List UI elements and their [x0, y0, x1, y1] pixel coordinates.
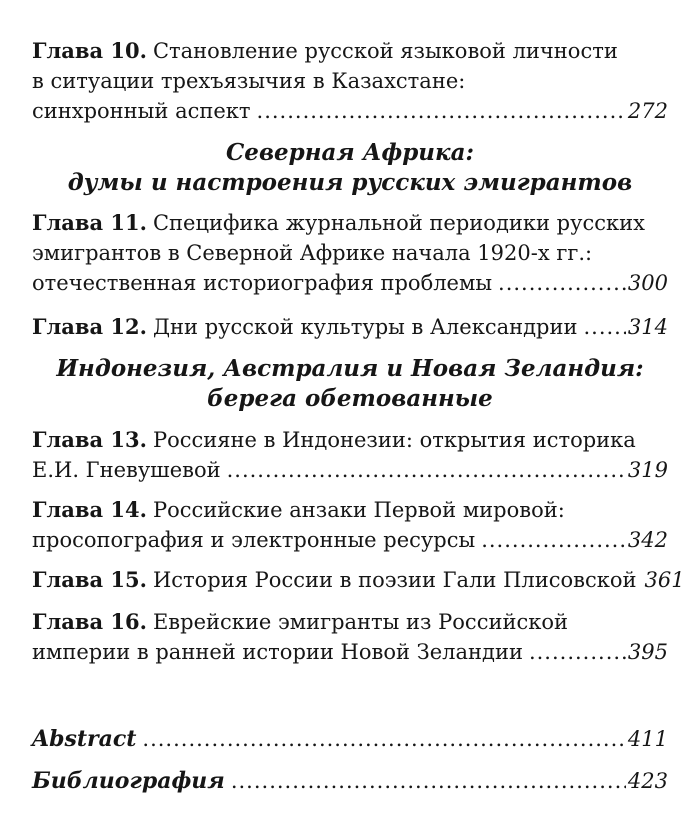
- toc-entry-line: [32, 312, 668, 342]
- chapter-title-line: империи в ранней истории Новой Зеландии: [32, 640, 523, 664]
- chapter-title-line: Еврейские эмигранты из Российской: [152, 610, 568, 634]
- page-number: 361: [644, 568, 685, 592]
- toc-entry-line: [32, 268, 668, 298]
- section-heading-line: думы и настроения русских эмигрантов: [67, 169, 633, 196]
- toc-entry-chapter-10[interactable]: [32, 36, 668, 126]
- page-number: 411: [627, 727, 668, 751]
- toc-entry-line: [32, 208, 668, 238]
- section-heading-line: Индонезия, Австралия и Новая Зеландия:: [56, 355, 644, 382]
- toc-entry-line: [32, 525, 668, 555]
- toc-entry-chapter-13[interactable]: [32, 425, 668, 485]
- dot-leader: [231, 766, 626, 796]
- chapter-label: Глава 14.: [32, 497, 147, 522]
- toc-entry-line: [32, 455, 668, 485]
- chapter-title-line: эмигрантов в Северной Африке начала 1920-х гг.:: [32, 241, 593, 265]
- chapter-label: Глава 13.: [32, 427, 147, 452]
- chapter-label: Глава 16.: [32, 609, 147, 634]
- toc-entry-line: [32, 637, 668, 667]
- dot-leader: [583, 312, 625, 342]
- toc-entry-line: [32, 565, 685, 595]
- toc-entry-line: [32, 607, 668, 637]
- chapter-title-line: Россияне в Индонезии: открытия историка: [152, 428, 636, 452]
- back-matter-title: Abstract: [32, 726, 137, 752]
- chapter-title-line: Дни русской культуры в Александрии: [152, 315, 578, 339]
- chapter-title-line: Е.И. Гневушевой: [32, 458, 221, 482]
- dot-leader: [142, 724, 626, 754]
- section-heading-line: берега обетованные: [207, 385, 493, 412]
- page-number: 272: [627, 99, 668, 123]
- toc-entry-line: [32, 425, 668, 455]
- dot-leader: [257, 96, 626, 126]
- chapter-title-line: История России в поэзии Гали Плисовской: [152, 568, 637, 592]
- chapter-title-line: просопография и электронные ресурсы: [32, 528, 476, 552]
- toc-entry-line: [32, 36, 668, 66]
- chapter-title-line: синхронный аспект: [32, 99, 251, 123]
- chapter-label: Глава 10.: [32, 38, 147, 63]
- back-matter-title: Библиография: [32, 768, 225, 794]
- section-heading-indonesia-australia-nz: [0, 354, 700, 414]
- chapter-title-line: Становление русской языковой личности: [152, 39, 618, 63]
- page-number: 423: [627, 769, 668, 793]
- toc-entry-abstract[interactable]: [32, 724, 668, 754]
- dot-leader: [529, 637, 626, 667]
- page-number: 395: [627, 640, 668, 664]
- section-heading-north-africa: [0, 138, 700, 198]
- page-number: 319: [627, 458, 668, 482]
- chapter-label: Глава 15.: [32, 567, 147, 592]
- dot-leader: [498, 268, 626, 298]
- toc-entry-line: [32, 495, 668, 525]
- chapter-title-line: в ситуации трехъязычия в Казахстане:: [32, 69, 466, 93]
- toc-entry-line: [32, 66, 668, 96]
- page-number: 342: [627, 528, 668, 552]
- toc-entry-line: [32, 724, 668, 754]
- toc-entry-chapter-15[interactable]: [32, 565, 685, 595]
- dot-leader: [227, 455, 626, 485]
- section-heading-line: Северная Африка:: [226, 139, 474, 166]
- page-number: 300: [627, 271, 668, 295]
- chapter-label: Глава 11.: [32, 210, 147, 235]
- toc-entry-chapter-11[interactable]: [32, 208, 668, 298]
- toc-entry-line: [32, 96, 668, 126]
- chapter-label: Глава 12.: [32, 314, 147, 339]
- chapter-title-line: Специфика журнальной периодики русских: [152, 211, 645, 235]
- toc-entry-chapter-12[interactable]: [32, 312, 668, 342]
- toc-entry-bibliography[interactable]: [32, 766, 668, 796]
- toc-entry-chapter-16[interactable]: [32, 607, 668, 667]
- toc-entry-line: [32, 238, 668, 268]
- chapter-title-line: отечественная историография проблемы: [32, 271, 493, 295]
- toc-entry-chapter-14[interactable]: [32, 495, 668, 555]
- chapter-title-line: Российские анзаки Первой мировой:: [152, 498, 565, 522]
- toc-entry-line: [32, 766, 668, 796]
- page-number: 314: [627, 315, 668, 339]
- dot-leader: [481, 525, 626, 555]
